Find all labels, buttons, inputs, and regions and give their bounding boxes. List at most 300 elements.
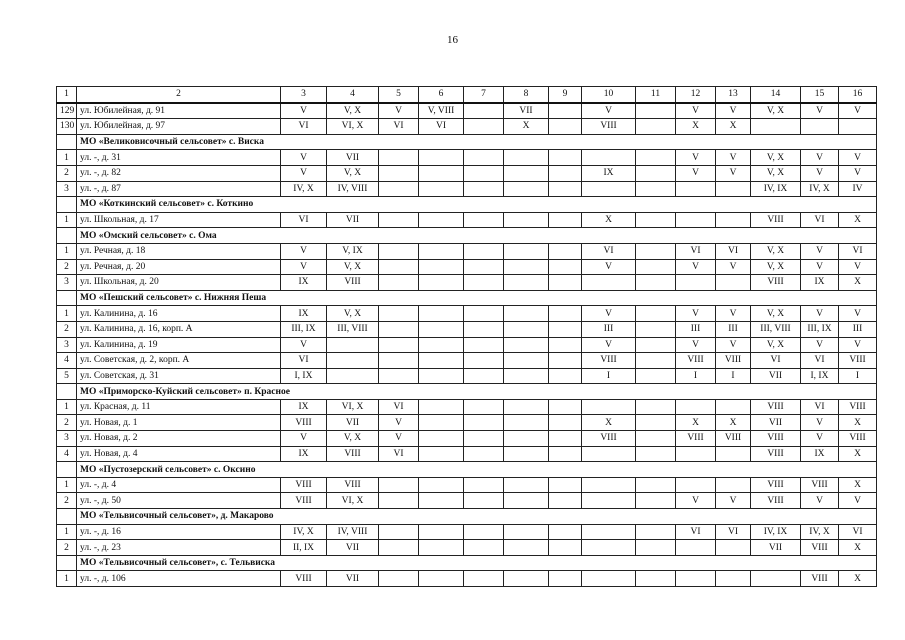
table-cell: III (839, 321, 877, 337)
table-cell (636, 540, 676, 556)
row-number-cell: 1 (57, 477, 77, 493)
address-cell: ул. -, д. 106 (77, 571, 281, 587)
column-header: 5 (379, 87, 419, 103)
table-cell (419, 150, 464, 166)
table-cell: X (716, 415, 751, 431)
table-cell: IX (281, 399, 327, 415)
address-cell: ул. -, д. 82 (77, 165, 281, 181)
column-header: 10 (582, 87, 636, 103)
row-number-cell: 2 (57, 259, 77, 275)
table-cell (636, 243, 676, 259)
section-row (57, 509, 877, 525)
table-row (57, 571, 877, 587)
table-cell: III, IX (801, 321, 839, 337)
table-cell: IV, IX (751, 524, 801, 540)
table-cell (549, 212, 582, 228)
table-row (57, 493, 877, 509)
table-cell: V (839, 306, 877, 322)
table-cell: I (582, 368, 636, 384)
table-cell: X (839, 540, 877, 556)
table-row (57, 337, 877, 353)
table-cell: V (801, 259, 839, 275)
table-cell: VIII (751, 212, 801, 228)
table-row (57, 321, 877, 337)
table-cell: X (676, 119, 716, 135)
table-cell: V (801, 243, 839, 259)
table-cell: IV, VIII (327, 181, 379, 197)
table-cell: V (801, 103, 839, 119)
table-cell (636, 571, 676, 587)
table-cell: V (379, 415, 419, 431)
table-cell: VII (751, 368, 801, 384)
table-cell (464, 446, 504, 462)
address-cell: ул. -, д. 31 (77, 150, 281, 166)
row-number-cell: 1 (57, 212, 77, 228)
section-row (57, 555, 877, 571)
table-cell: VI, X (327, 493, 379, 509)
table-cell: V (716, 259, 751, 275)
table-cell (549, 524, 582, 540)
table-cell (716, 477, 751, 493)
address-cell: ул. Юбилейная, д. 91 (77, 103, 281, 119)
table-cell (636, 368, 676, 384)
table-cell (504, 275, 549, 291)
column-header: 8 (504, 87, 549, 103)
table-cell (464, 165, 504, 181)
row-number-cell: 2 (57, 493, 77, 509)
table-cell (464, 119, 504, 135)
table-cell: VIII (327, 446, 379, 462)
row-number-cell: 2 (57, 415, 77, 431)
table-cell (636, 446, 676, 462)
table-row (57, 119, 877, 135)
table-cell (379, 212, 419, 228)
table-cell (676, 540, 716, 556)
table-cell (636, 181, 676, 197)
table-cell: IV, X (801, 524, 839, 540)
table-cell (716, 212, 751, 228)
table-cell: X (839, 415, 877, 431)
table-cell: V, X (751, 306, 801, 322)
section-number-cell (57, 462, 77, 478)
column-header: 16 (839, 87, 877, 103)
table-cell: V (281, 259, 327, 275)
address-cell: ул. Калинина, д. 16 (77, 306, 281, 322)
address-cell: ул. Юбилейная, д. 97 (77, 119, 281, 135)
table-cell (549, 493, 582, 509)
table-cell: V, X (327, 165, 379, 181)
section-number-cell (57, 384, 77, 400)
section-row (57, 290, 877, 306)
table-cell (464, 212, 504, 228)
table-cell: I, IX (281, 368, 327, 384)
table-cell: V (281, 103, 327, 119)
table-cell (504, 165, 549, 181)
table-cell (504, 399, 549, 415)
table-row (57, 165, 877, 181)
row-number-cell: 1 (57, 571, 77, 587)
table-cell (582, 150, 636, 166)
table-cell (549, 415, 582, 431)
address-cell: ул. Новая, д. 2 (77, 431, 281, 447)
table-cell: V (839, 150, 877, 166)
table-cell: V (379, 103, 419, 119)
column-header: 7 (464, 87, 504, 103)
table-cell (419, 306, 464, 322)
address-cell: ул. Речная, д. 18 (77, 243, 281, 259)
table-cell: V (716, 103, 751, 119)
address-cell: ул. Советская, д. 2, корп. А (77, 353, 281, 369)
table-cell (379, 540, 419, 556)
table-cell: VIII (839, 399, 877, 415)
table-cell (379, 477, 419, 493)
address-cell: ул. Калинина, д. 16, корп. А (77, 321, 281, 337)
table-cell (464, 571, 504, 587)
address-cell: ул. -, д. 16 (77, 524, 281, 540)
table-cell: V, VIII (419, 103, 464, 119)
table-cell: VI (379, 399, 419, 415)
table-cell (504, 150, 549, 166)
table-row (57, 243, 877, 259)
row-number-cell: 3 (57, 431, 77, 447)
row-number-cell: 4 (57, 353, 77, 369)
table-cell (504, 353, 549, 369)
table-row (57, 212, 877, 228)
table-cell (379, 493, 419, 509)
table-cell: V, X (327, 306, 379, 322)
table-cell (716, 446, 751, 462)
table-cell: VI (379, 446, 419, 462)
table-cell (464, 524, 504, 540)
table-cell (419, 493, 464, 509)
table-cell: V (281, 431, 327, 447)
table-cell (419, 446, 464, 462)
table-cell (504, 259, 549, 275)
table-cell (636, 524, 676, 540)
table-cell: V (801, 431, 839, 447)
address-cell: ул. Советская, д. 31 (77, 368, 281, 384)
section-row (57, 134, 877, 150)
column-header: 4 (327, 87, 379, 103)
table-cell (504, 431, 549, 447)
table-row (57, 431, 877, 447)
column-header: 3 (281, 87, 327, 103)
table-cell (504, 337, 549, 353)
table-cell: V (281, 243, 327, 259)
table-cell (636, 306, 676, 322)
data-table (56, 86, 877, 587)
table-cell: VII (327, 212, 379, 228)
table-cell (582, 524, 636, 540)
address-cell: ул. -, д. 50 (77, 493, 281, 509)
table-cell (419, 259, 464, 275)
table-cell (549, 259, 582, 275)
section-title: МО «Пешский сельсовет» с. Нижняя Пеша (77, 290, 877, 306)
table-cell: I (676, 368, 716, 384)
table-cell: V (676, 150, 716, 166)
table-cell: X (716, 119, 751, 135)
table-cell: VI (839, 524, 877, 540)
table-cell (839, 119, 877, 135)
table-cell: VII (751, 540, 801, 556)
table-cell (582, 571, 636, 587)
table-cell (379, 150, 419, 166)
table-cell: VII (327, 150, 379, 166)
column-header: 9 (549, 87, 582, 103)
table-cell (549, 119, 582, 135)
table-cell (464, 321, 504, 337)
table-row (57, 306, 877, 322)
table-cell: VI (419, 119, 464, 135)
table-cell: VIII (582, 353, 636, 369)
section-number-cell (57, 197, 77, 213)
table-cell: VII (327, 540, 379, 556)
table-cell: VIII (281, 415, 327, 431)
table-cell (379, 524, 419, 540)
table-cell (549, 150, 582, 166)
address-cell: ул. -, д. 87 (77, 181, 281, 197)
table-cell (379, 353, 419, 369)
table-cell (504, 368, 549, 384)
row-number-cell: 3 (57, 337, 77, 353)
table-cell: VI, X (327, 119, 379, 135)
table-cell: VIII (676, 431, 716, 447)
section-row (57, 462, 877, 478)
table-cell: III (716, 321, 751, 337)
table-cell (582, 477, 636, 493)
section-row (57, 384, 877, 400)
table-cell (464, 415, 504, 431)
table-cell (716, 399, 751, 415)
table-cell: V (801, 337, 839, 353)
section-title: МО «Коткинский сельсовет» с. Коткино (77, 197, 877, 213)
table-cell: V, X (751, 243, 801, 259)
address-cell: ул. Школьная, д. 20 (77, 275, 281, 291)
table-cell: VIII (751, 399, 801, 415)
table-row (57, 103, 877, 119)
table-header-row (57, 87, 877, 103)
table-cell: V, X (327, 431, 379, 447)
table-cell (504, 571, 549, 587)
table-cell: VIII (327, 477, 379, 493)
table-cell (379, 321, 419, 337)
table-cell: V (839, 337, 877, 353)
row-number-cell: 1 (57, 150, 77, 166)
table-cell: VIII (716, 431, 751, 447)
table-cell: X (676, 415, 716, 431)
table-cell (419, 337, 464, 353)
table-cell (549, 399, 582, 415)
table-cell: III (676, 321, 716, 337)
table-cell: X (839, 212, 877, 228)
table-cell: V (716, 165, 751, 181)
table-cell: VIII (327, 275, 379, 291)
table-cell: V (839, 165, 877, 181)
table-cell: V (676, 306, 716, 322)
section-number-cell (57, 509, 77, 525)
table-cell (549, 103, 582, 119)
table-cell: V (716, 306, 751, 322)
table-cell: IV (839, 181, 877, 197)
table-cell (636, 477, 676, 493)
table-cell: VIII (281, 493, 327, 509)
table-cell: X (504, 119, 549, 135)
table-cell (504, 540, 549, 556)
table-row (57, 524, 877, 540)
table-cell: V (716, 493, 751, 509)
row-number-cell: 5 (57, 368, 77, 384)
table-cell (419, 165, 464, 181)
table-cell (636, 399, 676, 415)
table-cell (549, 321, 582, 337)
row-number-cell: 3 (57, 181, 77, 197)
table-cell (676, 181, 716, 197)
table-cell (549, 477, 582, 493)
table-cell: VIII (751, 446, 801, 462)
table-cell (419, 243, 464, 259)
table-cell (636, 493, 676, 509)
table-cell: V (281, 165, 327, 181)
table-cell: I (839, 368, 877, 384)
section-title: МО «Пустозерский сельсовет» с. Оксино (77, 462, 877, 478)
address-cell: ул. Новая, д. 4 (77, 446, 281, 462)
section-number-cell (57, 290, 77, 306)
table-cell: VI (716, 524, 751, 540)
table-cell: VI (716, 243, 751, 259)
table-cell (549, 165, 582, 181)
table-cell (504, 212, 549, 228)
table-cell (419, 571, 464, 587)
column-header: 6 (419, 87, 464, 103)
table-cell (464, 368, 504, 384)
table-cell (464, 399, 504, 415)
table-cell (582, 493, 636, 509)
table-cell: VIII (801, 571, 839, 587)
section-row (57, 228, 877, 244)
table-cell: IV, VIII (327, 524, 379, 540)
table-cell: V, X (751, 259, 801, 275)
table-cell (504, 415, 549, 431)
table-cell (676, 275, 716, 291)
table-cell: VI, X (327, 399, 379, 415)
table-cell: V, X (327, 103, 379, 119)
table-cell: VI (379, 119, 419, 135)
table-cell: VII (751, 415, 801, 431)
table-cell (676, 571, 716, 587)
table-cell: X (839, 275, 877, 291)
table-cell: VIII (751, 493, 801, 509)
table-cell (504, 306, 549, 322)
table-cell (716, 571, 751, 587)
row-number-cell: 4 (57, 446, 77, 462)
row-number-cell: 1 (57, 306, 77, 322)
table-cell (419, 353, 464, 369)
section-number-cell (57, 555, 77, 571)
table-cell: V (839, 493, 877, 509)
table-cell (676, 446, 716, 462)
table-cell: IX (281, 275, 327, 291)
table-cell: V (676, 337, 716, 353)
address-cell: ул. Школьная, д. 17 (77, 212, 281, 228)
row-number-cell: 130 (57, 119, 77, 135)
table-cell (419, 212, 464, 228)
table-cell: VIII (751, 431, 801, 447)
table-cell (327, 368, 379, 384)
table-body (57, 87, 877, 587)
table-cell: V (801, 150, 839, 166)
table-cell: V, X (751, 103, 801, 119)
table-cell (636, 415, 676, 431)
table-cell (327, 337, 379, 353)
table-cell: V (801, 306, 839, 322)
table-cell (549, 540, 582, 556)
table-cell (549, 368, 582, 384)
table-row (57, 540, 877, 556)
table-cell: V (379, 431, 419, 447)
table-cell (636, 119, 676, 135)
table-cell: VI (751, 353, 801, 369)
table-cell (801, 119, 839, 135)
table-row (57, 353, 877, 369)
table-cell: V (281, 337, 327, 353)
table-cell (379, 337, 419, 353)
address-cell: ул. -, д. 4 (77, 477, 281, 493)
table-cell (464, 306, 504, 322)
row-number-cell: 129 (57, 103, 77, 119)
row-number-cell: 3 (57, 275, 77, 291)
table-cell (464, 493, 504, 509)
table-cell: V (716, 150, 751, 166)
address-cell: ул. Красная, д. 11 (77, 399, 281, 415)
table-row (57, 446, 877, 462)
table-cell: VIII (751, 275, 801, 291)
table-row (57, 415, 877, 431)
table-cell (419, 477, 464, 493)
table-cell: V (801, 415, 839, 431)
section-title: МО «Тельвисочный сельсовет», д. Макарово (77, 509, 877, 525)
table-cell: VII (327, 571, 379, 587)
table-cell (504, 321, 549, 337)
table-cell: VI (281, 353, 327, 369)
table-cell: IX (582, 165, 636, 181)
table-cell: X (582, 415, 636, 431)
table-cell: V (801, 493, 839, 509)
table-cell (419, 181, 464, 197)
table-cell: VII (327, 415, 379, 431)
table-cell: VI (801, 353, 839, 369)
table-row (57, 368, 877, 384)
address-cell: ул. Калинина, д. 19 (77, 337, 281, 353)
table-cell (504, 493, 549, 509)
table-cell (464, 243, 504, 259)
section-number-cell (57, 134, 77, 150)
row-number-cell: 1 (57, 399, 77, 415)
table-cell: V (582, 103, 636, 119)
table-cell: V (582, 337, 636, 353)
table-cell: VIII (839, 353, 877, 369)
table-cell: VI (839, 243, 877, 259)
address-cell: ул. Новая, д. 1 (77, 415, 281, 431)
table-cell: V (582, 306, 636, 322)
table-cell: VIII (676, 353, 716, 369)
table-cell: IV, X (281, 181, 327, 197)
table-cell: V (839, 103, 877, 119)
column-header: 11 (636, 87, 676, 103)
table-cell: VI (801, 212, 839, 228)
table-cell: X (839, 477, 877, 493)
table-cell: VI (582, 243, 636, 259)
table-cell: V (676, 103, 716, 119)
